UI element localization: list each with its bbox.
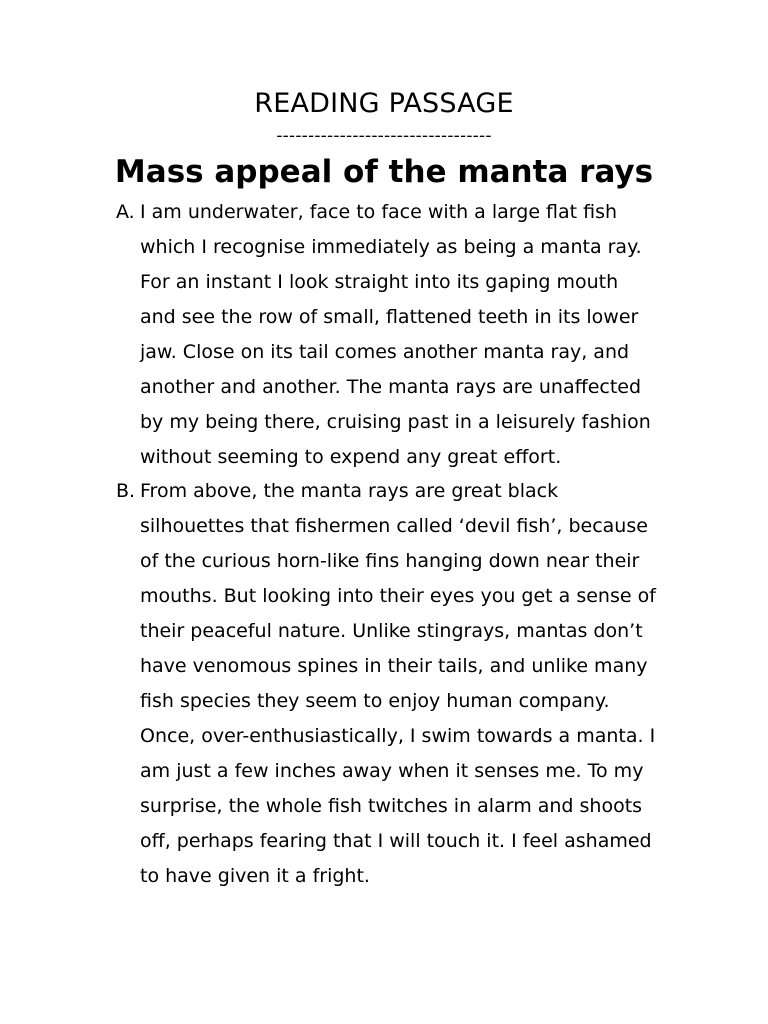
passage-title: Mass appeal of the manta rays — [114, 154, 654, 190]
section-paragraph: I am underwater, face to face with a large flat fish which I recognise immediately as being a manta ray. For an instant I look straight into its gaping mouth and see the row of small, flattened teeth in its lower jaw. Close on its tail comes another manta ray, and another and another. The manta rays are unaffected by my being there, cruising past in a leisurely fashion without seeming to expend any great effort. — [140, 201, 651, 468]
passage-heading: READING PASSAGE — [254, 88, 514, 119]
dashed-rule: ---------------------------------- — [276, 126, 492, 146]
section-paragraph: From above, the manta rays are great black silhouettes that fishermen called ‘devil fish’, because of the curious horn-like fins hanging down near their mouths. But looking into their eyes you get a sense of their peaceful nature. Unlike stingrays, mantas don’t have venomous spines in their tails, and unlike many fish species they seem to enjoy human company. Once, over-enthusiastically, I swim towards a manta. I am just a few inches away when it senses me. To my surprise, the whole fish twitches in alarm and shoots off, perhaps fearing that I will touch it. I feel ashamed to have given it a fright. — [140, 480, 656, 887]
section-letter: A. — [116, 201, 135, 223]
section-letter: B. — [116, 480, 136, 502]
